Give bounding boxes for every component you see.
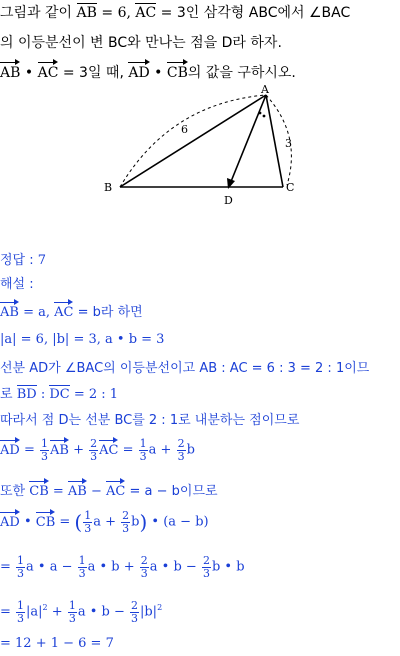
solution-line-3: 선분 AD가 ∠BAC의 이등분선이고 AB : AC = 6 : 3 = 2 : 1이므 xyxy=(0,361,370,376)
vector-ac: AC xyxy=(37,65,59,81)
problem-line-2: 의 이등분선이 변 BC와 만나는 점을 D라 하자. xyxy=(0,35,282,51)
fraction-2-3: $\frac{2}{3}$ xyxy=(90,437,98,463)
label-a: A xyxy=(261,85,269,96)
vector-cb: CB xyxy=(166,65,188,81)
solution-line-10: = $\frac{1}{3}$ $|a|^2$ + $\frac{1}{3}$ a • b − $\frac{2}{3}$ $|b|^2$ xyxy=(0,599,163,625)
solution-line-8: AD • CB = ( $\frac{1}{3}$ a + $\frac{2}{3}$ b) • (a − b) xyxy=(0,509,209,535)
label-d: D xyxy=(224,194,233,207)
problem-line-3: AB • AC = 3일 때, AD • CB의 값을 구하시오. xyxy=(0,65,296,81)
triangle-figure xyxy=(100,85,310,210)
answer-value: 7 xyxy=(37,253,47,268)
segment-ac: AC xyxy=(135,5,157,21)
vector-ad: AD xyxy=(128,65,150,81)
solution-line-4: 로 BD : DC = 2 : 1 xyxy=(0,387,119,402)
solution-line-2: |a| = 6, |b| = 3, a • b = 3 xyxy=(0,332,165,347)
angle-mark-2 xyxy=(263,115,266,118)
vector-ab: AB xyxy=(0,65,21,81)
answer-line xyxy=(0,254,46,267)
solution-line-7: 또한 CB = AB − AC = a − b이므로 xyxy=(0,484,218,499)
solution-line-6: AD = $\frac{1}{3}$ AB + $\frac{2}{3}$ AC = $\frac{1}{3}$ a + $\frac{2}{3}$ b xyxy=(0,437,195,463)
solution-line-11: = 12 + 1 − 6 = 7 xyxy=(0,636,114,651)
label-ac-length: 3 xyxy=(285,137,292,150)
side-ac xyxy=(266,95,283,187)
angle-mark-1 xyxy=(259,112,262,115)
answer-label: 정답 : xyxy=(0,253,38,268)
side-ab xyxy=(120,95,266,187)
solution-line-1: AB = a, AC = b라 하면 xyxy=(0,305,143,320)
fraction-1-3: $\frac{1}{3}$ xyxy=(40,437,48,463)
label-ab-length: 6 xyxy=(181,123,188,136)
label-b: B xyxy=(104,181,113,194)
bisector-ad xyxy=(230,95,266,184)
label-c: C xyxy=(286,181,295,194)
solution-line-5: 따라서 점 D는 선분 BC를 2 : 1로 내분하는 점이므로 xyxy=(0,413,300,428)
solution-line-9: = $\frac{1}{3}$ a • a − $\frac{1}{3}$ a • b + $\frac{2}{3}$ a • b − $\frac{2}{3}$ b • b xyxy=(0,554,245,580)
segment-ab: AB xyxy=(76,5,97,21)
explanation-label: 해설 : xyxy=(0,277,34,292)
problem-line-1: 그림과 같이 AB = 6, AC = 3인 삼각형 ABC에서 ∠BAC xyxy=(0,5,351,21)
